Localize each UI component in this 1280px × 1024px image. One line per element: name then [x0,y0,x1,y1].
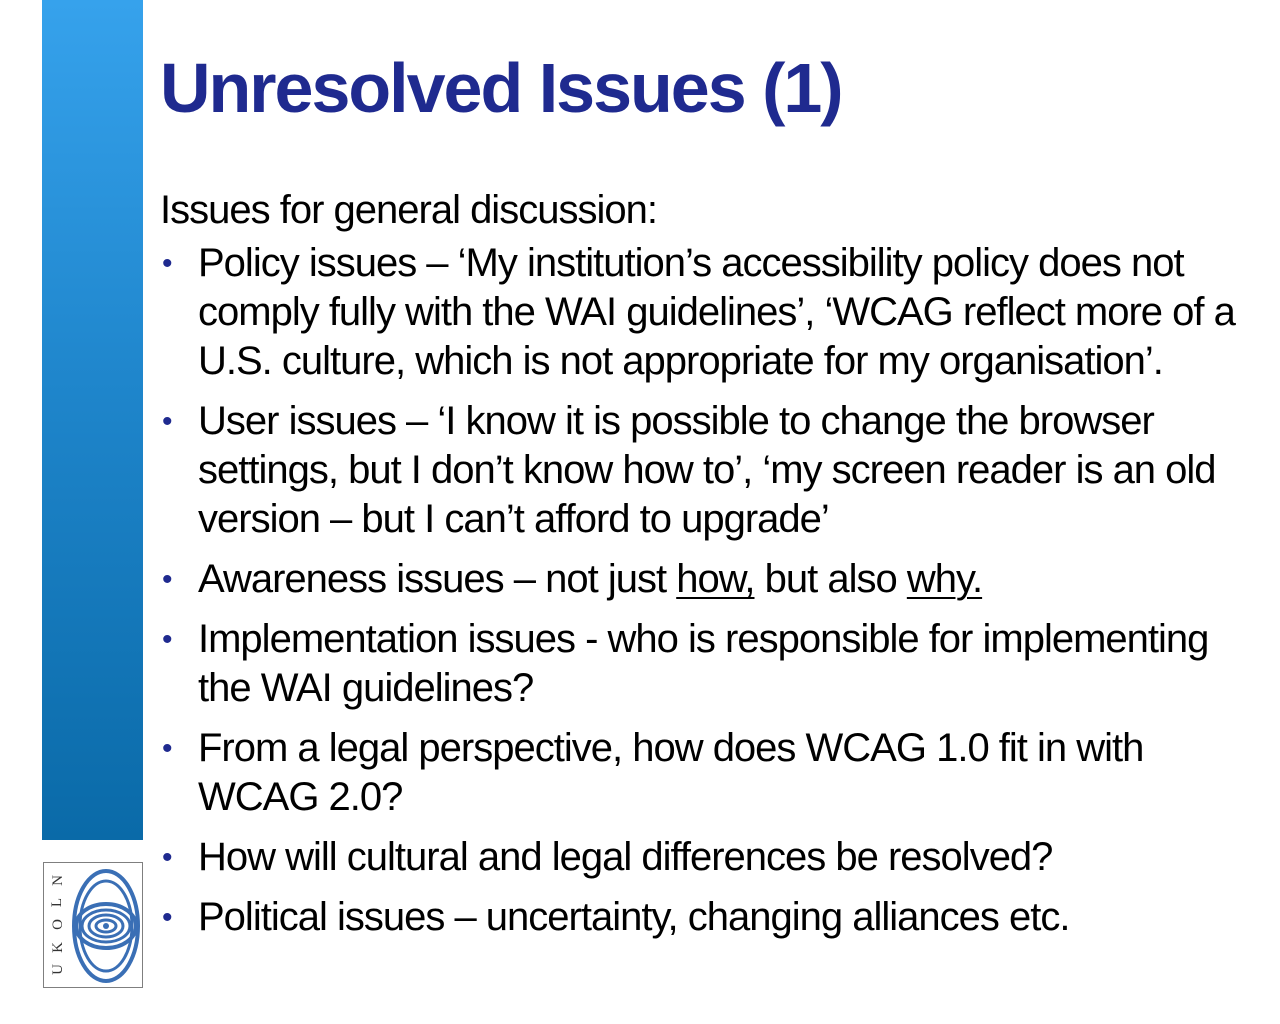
logo-letter: K [49,941,66,953]
bullet-text: How will cultural and legal differences be resolved? [198,835,1053,879]
bullet-text: Policy issues – ‘My institution’s accessibility policy does not comply fully with the WAI guidelines’, ‘WCAG reflect more of a U.S. culture, which is not appropriate for my organisation’. [198,241,1235,383]
logo-letters [44,863,72,987]
bullet-icon: • [162,247,172,280]
logo-letter: O [49,919,66,931]
bullet-item [160,239,1270,386]
ukoln-logo [43,862,143,988]
underlined-how: how, [676,557,755,601]
intro-text: Issues for general discussion: [160,188,657,232]
bullet-text-middle: but also [754,557,907,601]
bullet-item [160,833,1270,882]
bullet-icon: • [162,732,172,765]
bullet-text: From a legal perspective, how does WCAG 1.0 fit in with WCAG 2.0? [198,726,1144,819]
underlined-why: why. [906,557,983,601]
bullet-text: User issues – ‘I know it is possible to change the browser settings, but I don’t know how to’, ‘my screen reader is an old version – but I can’t afford to upgrade’ [198,399,1216,541]
ukoln-eye-logo-icon [72,867,140,985]
slide-title: Unresolved Issues (1) [160,49,842,127]
bullet-item [160,724,1270,822]
bullet-item [160,615,1270,713]
logo-letter: L [49,897,66,908]
bullet-icon: • [162,623,172,656]
bullet-item [160,555,1270,604]
bullet-item [160,893,1270,942]
logo-letter: U [49,964,66,976]
bullet-icon: • [162,841,172,874]
bullet-list [160,239,1270,942]
logo-letter: N [49,874,66,886]
bullet-text: Implementation issues - who is responsible for implementing the WAI guidelines? [198,617,1209,710]
bullet-icon: • [162,563,172,596]
slide-body [160,186,1270,953]
bullet-text-prefix: Awareness issues – not just [198,557,677,601]
bullet-icon: • [162,901,172,934]
bullet-icon: • [162,405,172,438]
side-accent-bar [42,0,143,840]
bullet-text: Political issues – uncertainty, changing alliances etc. [198,895,1070,939]
bullet-item [160,397,1270,544]
